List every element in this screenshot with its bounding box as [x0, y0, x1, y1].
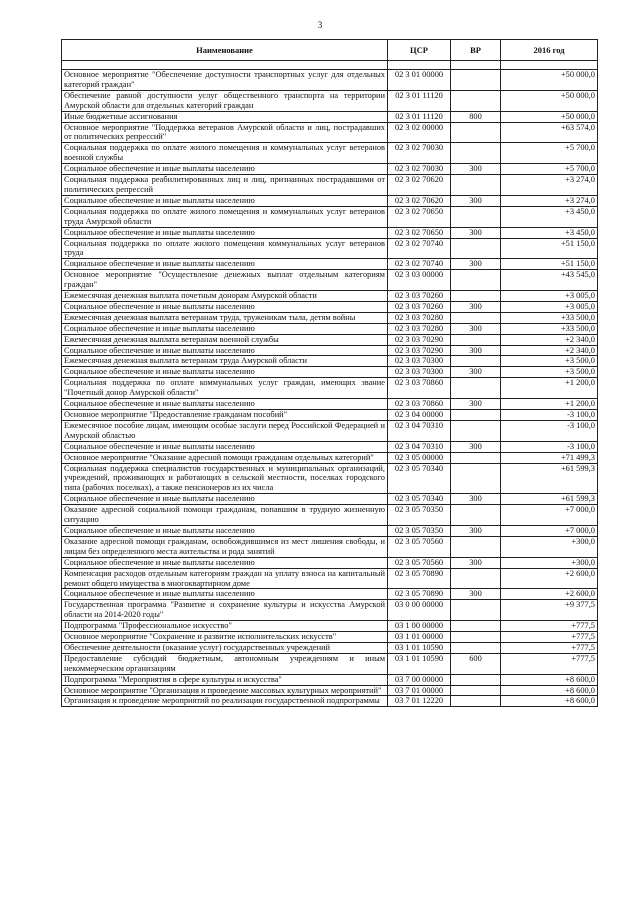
row-amount-cell: +3 500,0 — [501, 367, 598, 378]
row-amount-cell: +2 340,0 — [501, 345, 598, 356]
row-name-cell: Иные бюджетные ассигнования — [62, 111, 388, 122]
table-row — [62, 642, 598, 653]
row-amount-cell: +777,5 — [501, 642, 598, 653]
budget-table — [61, 39, 598, 707]
row-amount-cell: +7 000,0 — [501, 505, 598, 526]
row-amount-cell: +300,0 — [501, 536, 598, 557]
row-vr-cell — [451, 291, 501, 302]
row-name-cell: Социальная поддержка по оплате жилого помещения и коммунальных услуг ветеранов труда Амурской области — [62, 206, 388, 227]
row-vr-cell — [451, 600, 501, 621]
table-row — [62, 696, 598, 707]
row-vr-cell: 300 — [451, 525, 501, 536]
table-row — [62, 557, 598, 568]
table-row — [62, 122, 598, 143]
row-csr-cell: 02 3 03 00000 — [388, 270, 451, 291]
row-amount-cell: +51 150,0 — [501, 259, 598, 270]
header-csr: ЦСР — [388, 40, 451, 61]
row-csr-cell: 02 3 03 70290 — [388, 345, 451, 356]
table-row — [62, 674, 598, 685]
row-csr-cell: 02 3 03 70260 — [388, 291, 451, 302]
row-name-cell: Социальное обеспечение и иные выплаты населению — [62, 399, 388, 410]
row-vr-cell — [451, 312, 501, 323]
row-name-cell: Ежемесячная денежная выплата ветеранам труда, труженикам тыла, детям войны — [62, 312, 388, 323]
row-name-cell: Основное мероприятие "Поддержка ветеранов Амурской области и лиц, пострадавших от политических репрессий" — [62, 122, 388, 143]
row-name-cell: Социальная поддержка специалистов государственных и муниципальных организаций, учреждений, проживающих и работающих в сельской местности, поселках городского типа (рабочих поселках), а также пенсионеров из их числа — [62, 463, 388, 494]
row-csr-cell: 02 3 02 00000 — [388, 122, 451, 143]
row-name-cell: Основное мероприятие "Организация и проведение массовых культурных мероприятий" — [62, 685, 388, 696]
row-name-cell: Социальное обеспечение и иные выплаты населению — [62, 557, 388, 568]
row-vr-cell — [451, 356, 501, 367]
row-amount-cell: +8 600,0 — [501, 685, 598, 696]
row-csr-cell: 02 3 05 70350 — [388, 525, 451, 536]
table-body — [62, 70, 598, 707]
row-vr-cell — [451, 270, 501, 291]
row-csr-cell: 02 3 03 70860 — [388, 399, 451, 410]
row-name-cell: Социальная поддержка по оплате жилого помещения коммунальных услуг ветеранов труда — [62, 238, 388, 259]
row-name-cell: Социальное обеспечение и иные выплаты населению — [62, 494, 388, 505]
row-csr-cell: 02 3 02 70620 — [388, 195, 451, 206]
row-amount-cell: +61 599,3 — [501, 494, 598, 505]
row-csr-cell: 02 3 04 00000 — [388, 410, 451, 421]
row-amount-cell: +3 274,0 — [501, 175, 598, 196]
table-row — [62, 621, 598, 632]
row-vr-cell: 300 — [451, 494, 501, 505]
row-name-cell: Основное мероприятие "Осуществление денежных выплат отдельным категориям граждан" — [62, 270, 388, 291]
table-row — [62, 653, 598, 674]
row-csr-cell: 02 3 01 11120 — [388, 90, 451, 111]
table-row — [62, 164, 598, 175]
table-row — [62, 238, 598, 259]
row-amount-cell: +3 274,0 — [501, 195, 598, 206]
row-amount-cell: +50 000,0 — [501, 90, 598, 111]
header-spacer-row — [62, 61, 598, 70]
row-name-cell: Социальная поддержка по оплате жилого помещения и коммунальных услуг ветеранов военной службы — [62, 143, 388, 164]
table-row — [62, 291, 598, 302]
table-row — [62, 345, 598, 356]
table-row — [62, 301, 598, 312]
row-csr-cell: 02 3 02 70740 — [388, 259, 451, 270]
row-amount-cell: +1 200,0 — [501, 399, 598, 410]
row-name-cell: Обеспечение равной доступности услуг общественного транспорта на территории Амурской области для отдельных категорий граждан — [62, 90, 388, 111]
row-csr-cell: 03 1 00 00000 — [388, 621, 451, 632]
row-amount-cell: +63 574,0 — [501, 122, 598, 143]
row-amount-cell: +3 500,0 — [501, 356, 598, 367]
row-name-cell: Социальное обеспечение и иные выплаты населению — [62, 323, 388, 334]
row-vr-cell — [451, 420, 501, 441]
header-vr: ВР — [451, 40, 501, 61]
row-vr-cell: 300 — [451, 399, 501, 410]
row-csr-cell: 02 3 05 70560 — [388, 536, 451, 557]
row-vr-cell — [451, 122, 501, 143]
row-vr-cell — [451, 568, 501, 589]
row-csr-cell: 03 1 01 10590 — [388, 642, 451, 653]
table-row — [62, 589, 598, 600]
row-csr-cell: 02 3 02 70650 — [388, 227, 451, 238]
row-vr-cell: 300 — [451, 301, 501, 312]
row-vr-cell — [451, 90, 501, 111]
row-name-cell: Социальное обеспечение и иные выплаты населению — [62, 301, 388, 312]
row-vr-cell: 300 — [451, 367, 501, 378]
row-vr-cell — [451, 334, 501, 345]
row-name-cell: Предоставление субсидий бюджетным, автономным учреждениям и иным некоммерческим организациям — [62, 653, 388, 674]
table-row — [62, 568, 598, 589]
row-vr-cell — [451, 238, 501, 259]
table-row — [62, 536, 598, 557]
table-row — [62, 334, 598, 345]
table-row — [62, 685, 598, 696]
row-amount-cell: +3 450,0 — [501, 206, 598, 227]
row-amount-cell: +2 600,0 — [501, 568, 598, 589]
table-row — [62, 143, 598, 164]
row-csr-cell: 02 3 04 70310 — [388, 441, 451, 452]
row-amount-cell: +7 000,0 — [501, 525, 598, 536]
table-row — [62, 494, 598, 505]
row-name-cell: Ежемесячная денежная выплата почетным донорам Амурской области — [62, 291, 388, 302]
row-vr-cell: 300 — [451, 345, 501, 356]
row-vr-cell — [451, 378, 501, 399]
row-amount-cell: -3 100,0 — [501, 420, 598, 441]
row-vr-cell: 300 — [451, 441, 501, 452]
row-amount-cell: +71 499,3 — [501, 452, 598, 463]
row-amount-cell: +33 500,0 — [501, 312, 598, 323]
row-csr-cell: 02 3 05 70890 — [388, 568, 451, 589]
row-vr-cell — [451, 175, 501, 196]
row-vr-cell — [451, 410, 501, 421]
table-row — [62, 505, 598, 526]
row-vr-cell — [451, 70, 501, 91]
row-amount-cell: +33 500,0 — [501, 323, 598, 334]
table-row — [62, 356, 598, 367]
row-name-cell: Основное мероприятие "Обеспечение доступности транспортных услуг для отдельных категорий граждан" — [62, 70, 388, 91]
row-csr-cell: 02 3 03 70290 — [388, 334, 451, 345]
table-row — [62, 270, 598, 291]
row-csr-cell: 03 1 01 00000 — [388, 632, 451, 643]
row-amount-cell: +777,5 — [501, 632, 598, 643]
row-csr-cell: 03 7 01 00000 — [388, 685, 451, 696]
row-csr-cell: 02 3 01 00000 — [388, 70, 451, 91]
row-vr-cell — [451, 143, 501, 164]
row-amount-cell: +2 340,0 — [501, 334, 598, 345]
row-vr-cell: 300 — [451, 323, 501, 334]
table-row — [62, 600, 598, 621]
table-row — [62, 452, 598, 463]
row-amount-cell: +5 700,0 — [501, 143, 598, 164]
row-amount-cell: +8 600,0 — [501, 674, 598, 685]
table-row — [62, 227, 598, 238]
table-row — [62, 463, 598, 494]
header-name: Наименование — [62, 40, 388, 61]
row-csr-cell: 02 3 03 70280 — [388, 323, 451, 334]
row-vr-cell: 300 — [451, 259, 501, 270]
row-amount-cell: +50 000,0 — [501, 70, 598, 91]
row-vr-cell: 300 — [451, 589, 501, 600]
table-row — [62, 111, 598, 122]
row-vr-cell: 300 — [451, 227, 501, 238]
row-amount-cell: +1 200,0 — [501, 378, 598, 399]
row-vr-cell — [451, 206, 501, 227]
table-row — [62, 632, 598, 643]
row-amount-cell: +3 005,0 — [501, 291, 598, 302]
row-csr-cell: 03 7 00 00000 — [388, 674, 451, 685]
table-row — [62, 420, 598, 441]
table-row — [62, 70, 598, 91]
row-name-cell: Компенсация расходов отдельным категориям граждан на уплату взноса на капитальный ремонт общего имущества в многоквартирном доме — [62, 568, 388, 589]
table-row — [62, 259, 598, 270]
row-name-cell: Социальное обеспечение и иные выплаты населению — [62, 367, 388, 378]
row-csr-cell: 02 3 03 70260 — [388, 301, 451, 312]
row-csr-cell: 03 1 01 10590 — [388, 653, 451, 674]
row-name-cell: Ежемесячная денежная выплата ветеранам труда Амурской области — [62, 356, 388, 367]
row-csr-cell: 02 3 01 11120 — [388, 111, 451, 122]
row-name-cell: Социальное обеспечение и иные выплаты населению — [62, 227, 388, 238]
row-amount-cell: +300,0 — [501, 557, 598, 568]
table-row — [62, 90, 598, 111]
row-name-cell: Социальная поддержка по оплате коммунальных услуг граждан, имеющих звание "Почетный донор Амурской области" — [62, 378, 388, 399]
page-number: 3 — [317, 20, 323, 30]
row-name-cell: Социальное обеспечение и иные выплаты населению — [62, 195, 388, 206]
row-vr-cell: 300 — [451, 195, 501, 206]
row-name-cell: Социальное обеспечение и иные выплаты населению — [62, 525, 388, 536]
row-csr-cell: 02 3 03 70860 — [388, 378, 451, 399]
row-csr-cell: 03 0 00 00000 — [388, 600, 451, 621]
row-amount-cell: +5 700,0 — [501, 164, 598, 175]
row-vr-cell — [451, 463, 501, 494]
row-csr-cell: 02 3 02 70620 — [388, 175, 451, 196]
row-name-cell: Социальная поддержка реабилитированных лиц и лиц, признанных пострадавшими от политических репрессий — [62, 175, 388, 196]
row-name-cell: Основное мероприятие "Сохранение и развитие исполнительских искусств" — [62, 632, 388, 643]
row-csr-cell: 02 3 05 70890 — [388, 589, 451, 600]
row-name-cell: Социальное обеспечение и иные выплаты населению — [62, 164, 388, 175]
table-row — [62, 323, 598, 334]
row-name-cell: Обеспечение деятельности (оказание услуг) государственных учреждений — [62, 642, 388, 653]
row-amount-cell: -3 100,0 — [501, 441, 598, 452]
row-amount-cell: +61 599,3 — [501, 463, 598, 494]
row-name-cell: Основное мероприятие "Предоставление гражданам пособий" — [62, 410, 388, 421]
row-name-cell: Социальное обеспечение и иные выплаты населению — [62, 441, 388, 452]
row-name-cell: Социальное обеспечение и иные выплаты населению — [62, 345, 388, 356]
row-amount-cell: +3 450,0 — [501, 227, 598, 238]
row-amount-cell: +777,5 — [501, 653, 598, 674]
table-row — [62, 195, 598, 206]
table-header-row — [62, 40, 598, 61]
table-row — [62, 525, 598, 536]
row-csr-cell: 02 3 02 70030 — [388, 143, 451, 164]
row-csr-cell: 02 3 02 70030 — [388, 164, 451, 175]
row-amount-cell: +9 377,5 — [501, 600, 598, 621]
table-row — [62, 410, 598, 421]
row-csr-cell: 02 3 05 70350 — [388, 505, 451, 526]
table-row — [62, 399, 598, 410]
row-vr-cell — [451, 642, 501, 653]
row-csr-cell: 02 3 05 00000 — [388, 452, 451, 463]
row-csr-cell: 02 3 03 70280 — [388, 312, 451, 323]
row-amount-cell: +43 545,0 — [501, 270, 598, 291]
row-vr-cell — [451, 536, 501, 557]
row-vr-cell — [451, 674, 501, 685]
row-csr-cell: 02 3 04 70310 — [388, 420, 451, 441]
table-row — [62, 367, 598, 378]
row-vr-cell: 300 — [451, 164, 501, 175]
row-vr-cell: 800 — [451, 111, 501, 122]
row-vr-cell: 600 — [451, 653, 501, 674]
row-amount-cell: +2 600,0 — [501, 589, 598, 600]
row-csr-cell: 02 3 03 70300 — [388, 367, 451, 378]
row-csr-cell: 02 3 05 70560 — [388, 557, 451, 568]
table-row — [62, 175, 598, 196]
row-name-cell: Социальное обеспечение и иные выплаты населению — [62, 259, 388, 270]
row-vr-cell — [451, 632, 501, 643]
row-amount-cell: +8 600,0 — [501, 696, 598, 707]
row-name-cell: Социальное обеспечение и иные выплаты населению — [62, 589, 388, 600]
row-name-cell: Ежемесячное пособие лицам, имеющим особые заслуги перед Российской Федерацией и Амурской областью — [62, 420, 388, 441]
row-name-cell: Ежемесячная денежная выплата ветеранам военной службы — [62, 334, 388, 345]
row-name-cell: Основное мероприятие "Оказание адресной помощи гражданам отдельных категорий" — [62, 452, 388, 463]
row-amount-cell: +50 000,0 — [501, 111, 598, 122]
row-amount-cell: -3 100,0 — [501, 410, 598, 421]
row-name-cell: Подпрограмма "Профессиональное искусство" — [62, 621, 388, 632]
row-amount-cell: +3 005,0 — [501, 301, 598, 312]
row-csr-cell: 02 3 05 70340 — [388, 494, 451, 505]
row-vr-cell — [451, 505, 501, 526]
row-amount-cell: +51 150,0 — [501, 238, 598, 259]
row-csr-cell: 03 7 01 12220 — [388, 696, 451, 707]
table-row — [62, 441, 598, 452]
row-name-cell: Организация и проведение мероприятий по реализации государственной подпрограммы — [62, 696, 388, 707]
row-csr-cell: 02 3 02 70650 — [388, 206, 451, 227]
row-name-cell: Оказание адресной помощи гражданам, освобождившимся из мест лишения свободы, и лицам без определенного места жительства и рода занятий — [62, 536, 388, 557]
row-name-cell: Оказание адресной социальной помощи гражданам, попавшим в трудную жизненную ситуацию — [62, 505, 388, 526]
header-year: 2016 год — [501, 40, 598, 61]
row-vr-cell: 300 — [451, 557, 501, 568]
row-vr-cell — [451, 621, 501, 632]
row-vr-cell — [451, 685, 501, 696]
row-vr-cell — [451, 696, 501, 707]
row-csr-cell: 02 3 02 70740 — [388, 238, 451, 259]
table-row — [62, 206, 598, 227]
row-vr-cell — [451, 452, 501, 463]
table-row — [62, 378, 598, 399]
row-csr-cell: 02 3 05 70340 — [388, 463, 451, 494]
row-name-cell: Государственная программа "Развитие и сохранение культуры и искусства Амурской области на 2014-2020 годы" — [62, 600, 388, 621]
row-amount-cell: +777,5 — [501, 621, 598, 632]
table-row — [62, 312, 598, 323]
row-name-cell: Подпрограмма "Мероприятия в сфере культуры и искусства" — [62, 674, 388, 685]
row-csr-cell: 02 3 03 70300 — [388, 356, 451, 367]
